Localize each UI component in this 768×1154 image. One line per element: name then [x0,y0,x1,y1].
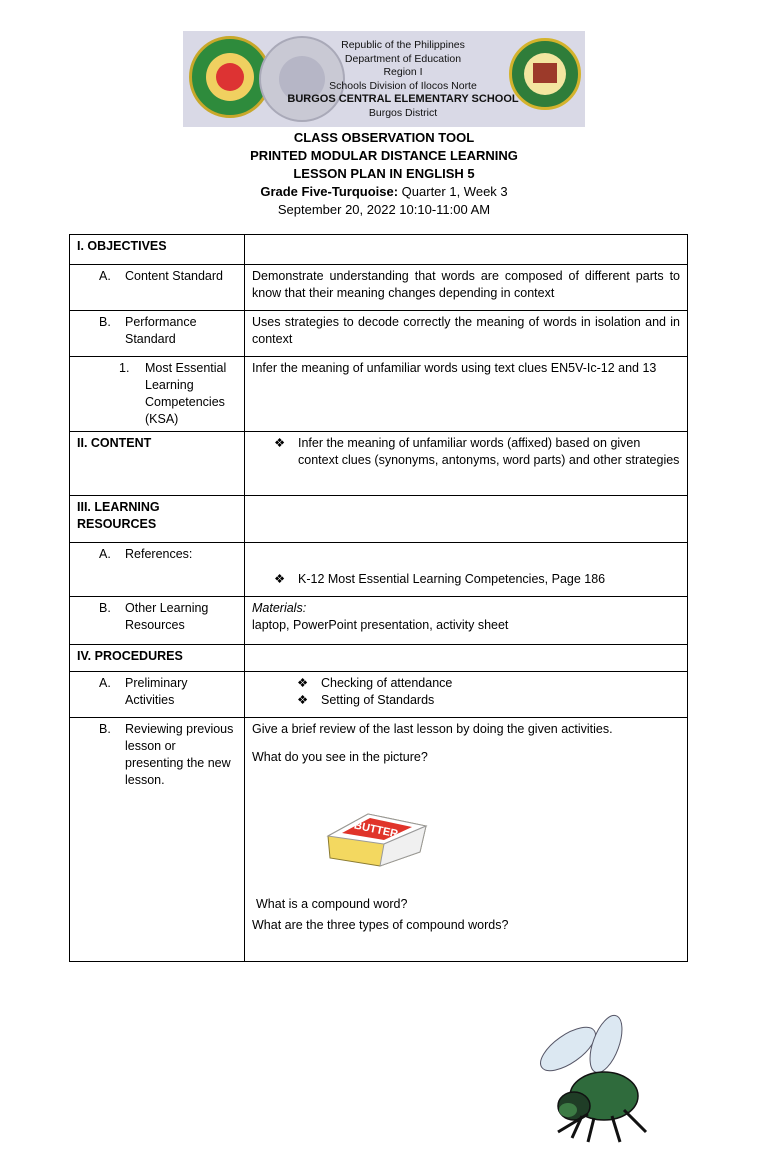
header-banner [183,31,585,127]
date-line: September 20, 2022 10:10-11:00 AM [277,202,491,217]
bullet-icon: ❖ [274,436,286,450]
grade-value: Quarter 1, Week 3 [398,184,508,199]
lesson-plan-table [69,234,688,962]
document-title [0,129,768,219]
content-text: Infer the meaning of unfamiliar words (affixed) based on given context clues (synonyms, antonyms, word parts) and other strategies [298,436,680,467]
picture-area [252,778,680,890]
table-row [70,496,688,543]
review-question-2: What is a compound word? [256,897,408,911]
header-line2: Department of Education [344,52,462,65]
table-row [70,597,688,645]
references-text: K-12 Most Essential Learning Competencies, Page 186 [298,572,606,586]
prelim-item-2: Setting of Standards [321,693,435,707]
header-text [283,39,523,120]
title-line2: PRINTED MODULAR DISTANCE LEARNING [250,148,518,163]
content-heading: II. CONTENT [70,432,245,496]
table-row [70,432,688,496]
performance-text: Uses strategies to decode correctly the meaning of words in isolation and in context [245,311,688,357]
prelim-marker: A. [99,676,111,690]
bullet-icon: ❖ [274,572,286,586]
butter-word: BUTTER [352,819,400,841]
references-marker: A. [99,547,111,561]
table-row [70,543,688,597]
grade-label: Grade Five-Turquoise: [260,184,399,199]
melc-marker: 1. [119,361,130,375]
performance-label: Performance Standard [125,315,197,346]
table-row [70,357,688,432]
review-question-1: What do you see in the picture? [252,750,428,764]
school-name: BURGOS CENTRAL ELEMENTARY SCHOOL [287,93,519,105]
review-text: Give a brief review of the last lesson by doing the given activities. [252,722,613,736]
bullet-icon: ❖ [297,676,309,690]
table-row [70,718,688,962]
header-line4: Schools Division of Ilocos Norte [329,79,477,92]
melc-text: Infer the meaning of unfamiliar words using text clues EN5V-Ic-12 and 13 [245,357,688,432]
content-standard-label: Content Standard [125,269,223,283]
content-standard-text: Demonstrate understanding that words are composed of different parts to know that their meaning changes depending in context [245,265,688,311]
procedures-heading: IV. PROCEDURES [70,645,245,672]
melc-label: Most Essential Learning Competencies (KSA) [145,361,227,426]
other-resources-marker: B. [99,601,111,615]
prelim-label: Preliminary Activities [125,676,188,707]
bullet-icon: ❖ [297,693,309,707]
review-label: Reviewing previous lesson or presenting the new lesson. [125,722,234,787]
grade-line [0,183,768,201]
prelim-item-1: Checking of attendance [321,676,453,690]
learning-resources-heading: III. LEARNING RESOURCES [70,496,245,543]
title-line1: CLASS OBSERVATION TOOL [293,130,475,145]
content-standard-marker: A. [99,269,111,283]
header-line1: Republic of the Philippines [341,39,465,51]
materials-label: Materials: [252,601,307,615]
other-resources-label: Other Learning Resources [125,601,209,632]
title-line3: LESSON PLAN IN ENGLISH 5 [293,166,475,181]
objectives-heading: I. OBJECTIVES [70,235,245,265]
review-question-3: What are the three types of compound words? [252,918,509,932]
school-seal-icon [509,38,581,110]
performance-marker: B. [99,315,111,329]
table-row [70,672,688,718]
table-row [70,235,688,265]
fly-image [528,1014,666,1154]
header-line3: Region I [383,66,423,78]
table-row [70,265,688,311]
references-label: References: [125,547,193,561]
butter-image [324,808,429,868]
table-row [70,645,688,672]
district-name: Burgos District [368,106,438,119]
materials-text: laptop, PowerPoint presentation, activity sheet [252,618,509,632]
table-row [70,311,688,357]
review-marker: B. [99,722,111,736]
